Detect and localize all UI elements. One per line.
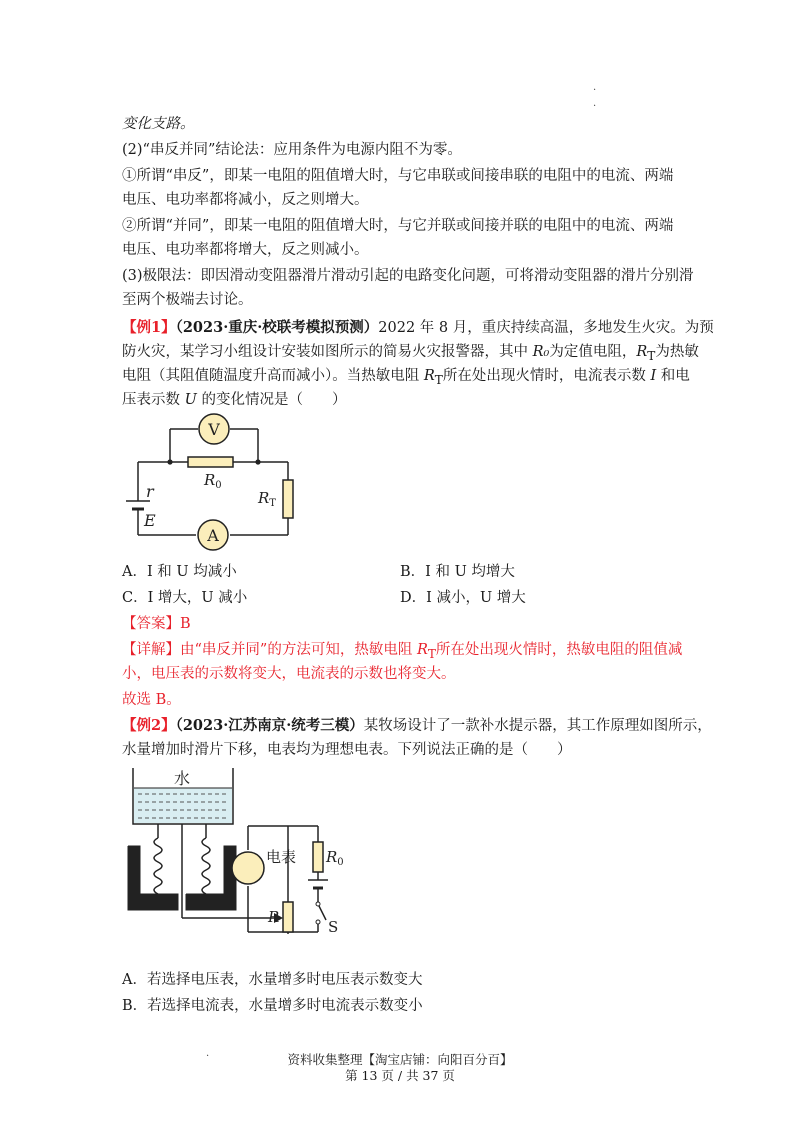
water-label: 水	[174, 769, 191, 788]
text-line: 电压、电功率都将减小，反之则增大。	[122, 192, 369, 208]
option-d: D．I 减小，U 增大	[400, 590, 526, 606]
ammeter-label: A	[207, 526, 219, 545]
footer-mark: .	[206, 1048, 210, 1059]
emf-label: E	[144, 511, 156, 530]
resistor-r0-label: $R_0$	[204, 471, 222, 491]
example-source: （2023·重庆·校联考模拟预测）	[175, 319, 379, 336]
conclusion-line: 故选 B。	[122, 692, 181, 708]
example-source: （2023·江苏南京·统考三模）	[175, 717, 364, 734]
rheostat-r-label: R	[268, 908, 280, 926]
text-line: (2)“串反并同”结论法：应用条件为电源内阻不为零。	[122, 142, 462, 158]
meter-label: 电表	[266, 848, 297, 866]
switch-contact	[316, 920, 320, 924]
text-line: (3)极限法：即因滑动变阻器滑片滑动引起的电路变化问题，可将滑动变阻器的滑片分别滑	[122, 268, 694, 284]
resistor-r0-label: $R_0$	[326, 848, 344, 868]
example1-line1: 【例1】（2023·重庆·校联考模拟预测）2022 年 8 月，重庆持续高温，多地发生火灾。为预	[122, 319, 714, 336]
rheostat-r	[283, 902, 293, 932]
example2-line1: 【例2】（2023·江苏南京·统考三模）某牧场设计了一款补水提示器，其工作原理如图所示，	[122, 717, 712, 734]
junction-node	[167, 459, 172, 464]
switch-contact	[316, 902, 320, 906]
option-a: A．I 和 U 均减小	[122, 564, 237, 580]
corner-mark: .	[593, 82, 597, 93]
fire-alarm-circuit-diagram	[118, 405, 308, 555]
resistor-r0	[188, 457, 233, 467]
spring-left	[154, 838, 162, 894]
footer-source: 资料收集整理【淘宝店铺：向阳百分百】	[287, 1052, 513, 1067]
option-c: C．I 增大，U 减小	[122, 590, 248, 606]
junction-node	[255, 459, 260, 464]
text-line: 至两个极端去讨论。	[122, 292, 253, 308]
detail-line2: 小，电压表的示数将变大，电流表的示数也将变大。	[122, 666, 456, 682]
option-b: B．I 和 U 均增大	[400, 564, 515, 580]
meter-symbol	[232, 852, 264, 884]
text-line: 变化支路。	[122, 116, 195, 132]
corner-mark: .	[593, 98, 597, 109]
page-number: 第 13 页 / 共 37 页	[345, 1068, 455, 1083]
thermistor-rt	[283, 480, 293, 518]
thermistor-rt-label: $R_T$	[258, 489, 276, 509]
support-right	[186, 846, 236, 910]
voltmeter-label: V	[208, 420, 220, 439]
example1-line3: 电阻（其阻值随温度升高而减小）。当热敏电阻 $R_T$所在处出现火情时，电流表示数 I 和电	[122, 368, 690, 387]
option-a: A．若选择电压表，水量增多时电压表示数变大	[122, 972, 423, 988]
support-left	[128, 846, 178, 910]
answer-line: 【答案】B	[122, 616, 191, 632]
example1-line2: 防火灾，某学习小组设计安装如图所示的简易火灾报警器，其中 R₀为定值电阻，$R_T$为热敏	[122, 344, 699, 363]
spring-right	[202, 838, 210, 894]
text-line: ①所谓“串反”，即某一电阻的阻值增大时，与它串联或间接串联的电阻中的电流、两端	[122, 168, 674, 184]
example-label: 【例2】	[122, 717, 176, 734]
resistor-r0	[313, 842, 323, 872]
example2-line2: 水量增加时滑片下移，电表均为理想电表。下列说法正确的是（ ）	[122, 742, 572, 758]
internal-resistance-label: r	[146, 482, 154, 501]
text-line: ②所谓“并同”，即某一电阻的阻值增大时，与它并联或间接并联的电阻中的电流、两端	[122, 218, 674, 234]
switch-blade	[318, 904, 326, 920]
switch-label: S	[328, 918, 339, 936]
example-label: 【例1】	[122, 319, 176, 336]
example1-line4: 压表示数 U 的变化情况是（ ）	[122, 392, 347, 408]
detail-line1: 【详解】由“串反并同”的方法可知，热敏电阻 $R_T$所在处出现火情时，热敏电阻的阻值减	[122, 642, 683, 661]
text-line: 电压、电功率都将增大，反之则减小。	[122, 242, 369, 258]
water-level-sensor-diagram	[118, 762, 348, 942]
option-b: B．若选择电流表，水量增多时电流表示数变小	[122, 998, 423, 1014]
